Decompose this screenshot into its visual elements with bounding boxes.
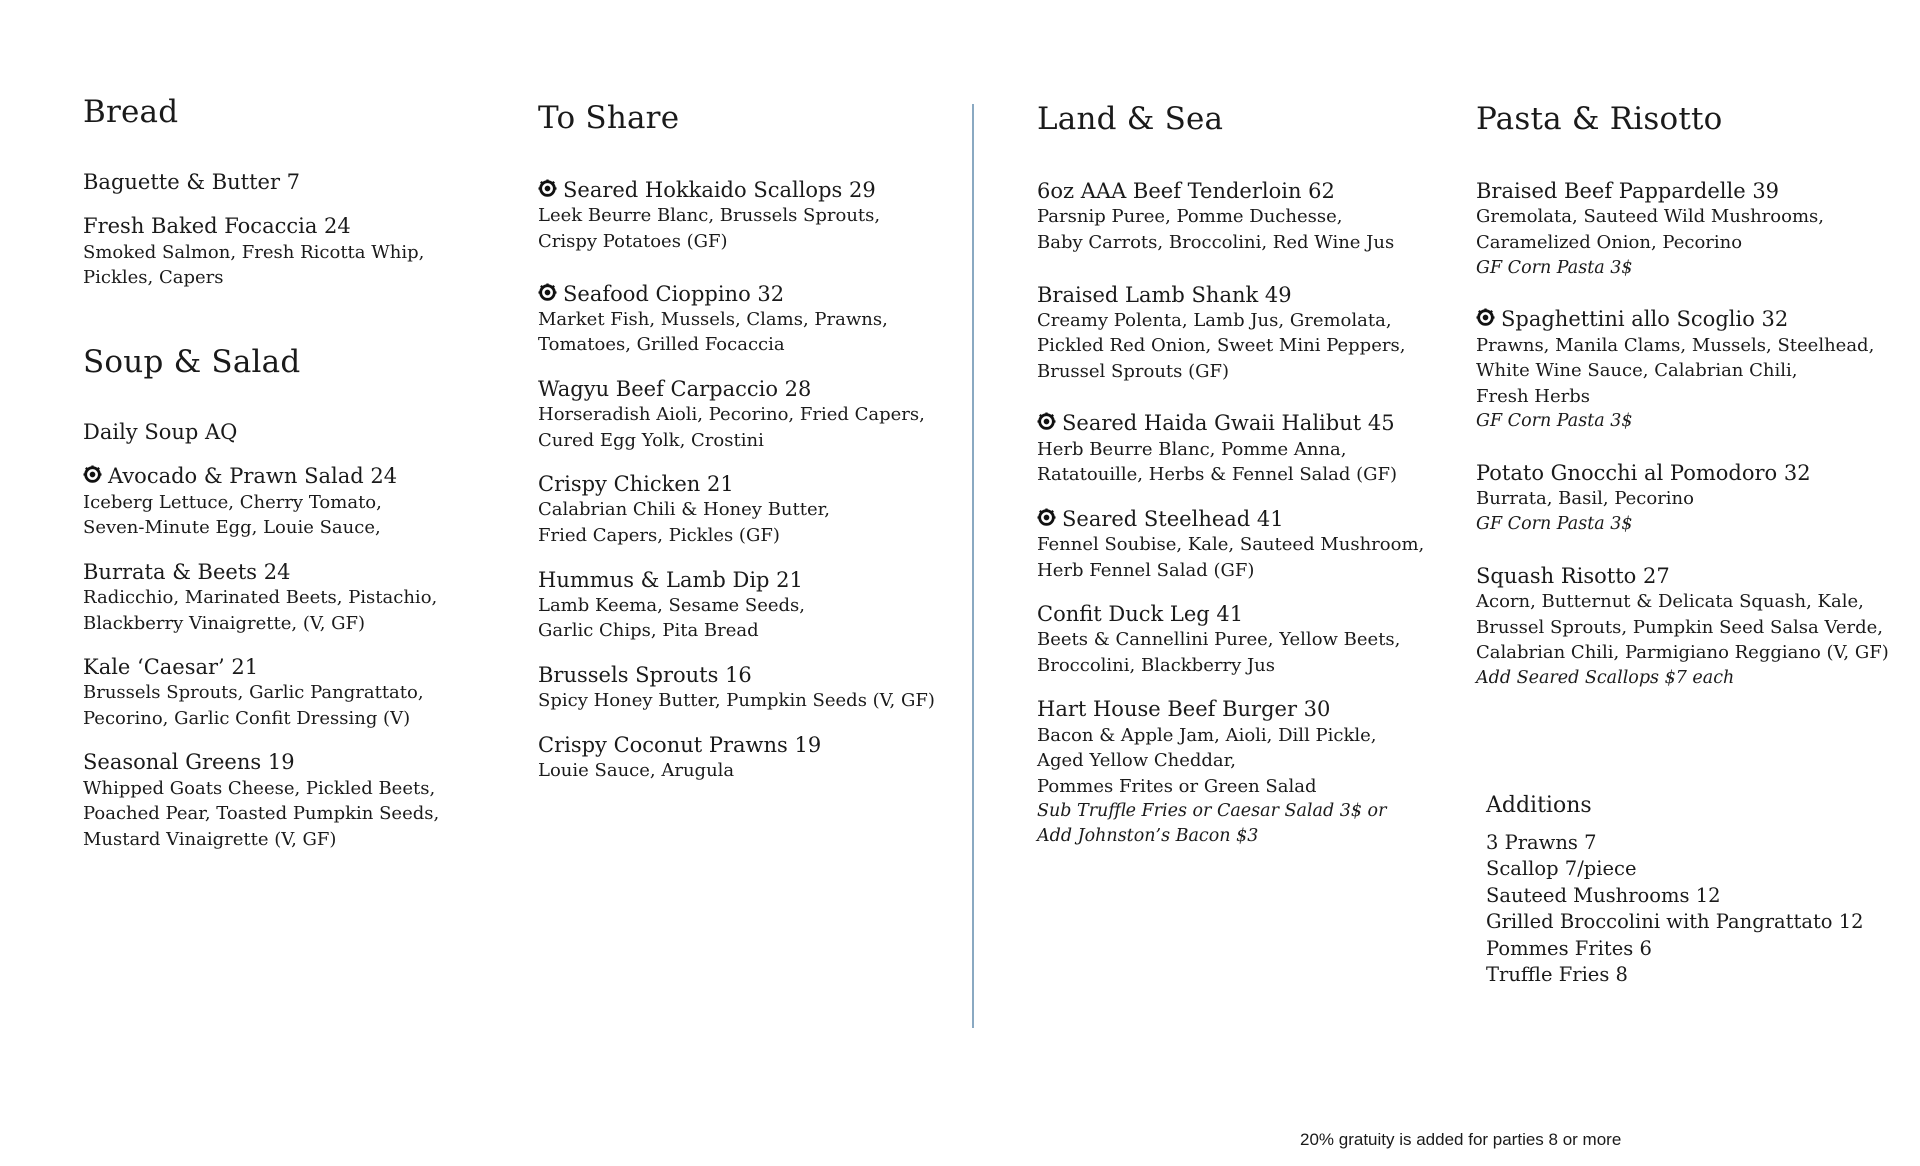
item-desc: Fennel Soubise, Kale, Sauteed Mushroom, — [1037, 534, 1425, 556]
menu-item — [83, 419, 503, 445]
menu-item — [1476, 563, 1906, 691]
menu-item — [83, 749, 503, 852]
sustainable-seafood-icon — [1037, 508, 1056, 527]
gratuity-note: 20% gratuity is added for parties 8 or more — [1300, 1130, 1622, 1149]
addition-line: Sauteed Mushrooms 12 — [1486, 883, 1721, 907]
item-name-row — [83, 463, 503, 489]
item-desc: Aged Yellow Cheddar, — [1037, 750, 1237, 772]
item-desc: Pickles, Capers — [83, 267, 224, 289]
menu-item — [83, 169, 483, 195]
item-name: Seafood Cioppino 32 — [563, 281, 785, 306]
item-desc: Burrata, Basil, Pecorino — [1476, 488, 1694, 510]
sustainable-seafood-icon — [1037, 412, 1056, 431]
item-desc: Spicy Honey Butter, Pumpkin Seeds (V, GF) — [538, 690, 935, 712]
additions-title: Additions — [1486, 793, 1592, 818]
item-desc: Radicchio, Marinated Beets, Pistachio, — [83, 587, 438, 609]
item-desc: Brussel Sprouts (GF) — [1037, 360, 1230, 382]
item-desc: Smoked Salmon, Fresh Ricotta Whip, — [83, 241, 425, 263]
item-name: Seared Steelhead 41 — [1062, 506, 1284, 531]
soup-salad-title: Soup & Salad — [83, 344, 301, 380]
additions-section — [1486, 792, 1906, 989]
item-desc: Gremolata, Sauteed Wild Mushrooms, — [1476, 206, 1824, 228]
item-desc: Iceberg Lettuce, Cherry Tomato, — [83, 491, 382, 513]
item-note: Add Seared Scallops $7 each — [1476, 667, 1735, 688]
addition-line: Truffle Fries 8 — [1486, 963, 1628, 987]
item-desc: Garlic Chips, Pita Bread — [538, 620, 759, 642]
item-desc: Calabrian Chili & Honey Butter, — [538, 499, 830, 521]
item-name: Hart House Beef Burger 30 — [1037, 697, 1331, 722]
item-name: Crispy Coconut Prawns 19 — [538, 732, 822, 757]
item-desc: Parsnip Puree, Pomme Duchesse, — [1037, 206, 1343, 228]
menu-item — [1476, 178, 1906, 280]
addition-line: 3 Prawns 7 — [1486, 830, 1597, 854]
item-desc: Bacon & Apple Jam, Aioli, Dill Pickle, — [1037, 724, 1377, 746]
item-desc: Ratatouille, Herbs & Fennel Salad (GF) — [1037, 464, 1398, 486]
item-name: Daily Soup AQ — [83, 420, 238, 445]
menu-item — [83, 213, 483, 290]
item-name: Hummus & Lamb Dip 21 — [538, 567, 803, 592]
item-desc: Brussel Sprouts, Pumpkin Seed Salsa Verde, — [1476, 616, 1883, 638]
menu-item — [1037, 506, 1457, 583]
addition-line: Grilled Broccolini with Pangrattato 12 — [1486, 910, 1864, 934]
addition-line: Pommes Frites 6 — [1486, 936, 1652, 960]
item-name: Braised Beef Pappardelle 39 — [1476, 179, 1780, 204]
menu-item — [538, 732, 958, 784]
item-desc: Baby Carrots, Broccolini, Red Wine Jus — [1037, 231, 1395, 253]
land-sea-title: Land & Sea — [1037, 101, 1224, 137]
item-name: Crispy Chicken 21 — [538, 472, 734, 497]
item-name-row — [538, 281, 958, 307]
item-desc: Blackberry Vinaigrette, (V, GF) — [83, 612, 366, 634]
sustainable-seafood-icon — [538, 283, 557, 302]
item-name: Kale ‘Caesar’ 21 — [83, 655, 259, 680]
item-desc: Whipped Goats Cheese, Pickled Beets, — [83, 777, 436, 799]
item-name-row — [1476, 306, 1906, 332]
item-name-row — [538, 177, 958, 203]
land-sea-section — [1037, 101, 1457, 849]
sustainable-seafood-icon — [83, 465, 102, 484]
bread-title: Bread — [83, 94, 179, 130]
item-desc: White Wine Sauce, Calabrian Chili, — [1476, 360, 1798, 382]
item-desc: Pommes Frites or Green Salad — [1037, 775, 1317, 797]
item-desc: Tomatoes, Grilled Focaccia — [538, 334, 785, 356]
sustainable-seafood-icon — [538, 179, 557, 198]
item-name: Squash Risotto 27 — [1476, 563, 1670, 588]
menu-item — [1476, 306, 1906, 434]
item-desc: Brussels Sprouts, Garlic Pangrattato, — [83, 682, 424, 704]
menu-item — [1476, 460, 1906, 537]
to-share-section — [538, 100, 958, 784]
soup-salad-section — [83, 344, 503, 852]
menu-item — [538, 662, 958, 714]
menu-item — [1037, 282, 1457, 385]
item-note: Sub Truffle Fries or Caesar Salad 3$ or — [1037, 801, 1387, 822]
item-name: Potato Gnocchi al Pomodoro 32 — [1476, 461, 1811, 486]
item-desc: Pickled Red Onion, Sweet Mini Peppers, — [1037, 335, 1406, 357]
item-desc: Crispy Potatoes (GF) — [538, 230, 728, 252]
item-name: Brussels Sprouts 16 — [538, 662, 752, 687]
item-name: Spaghettini allo Scoglio 32 — [1501, 307, 1789, 332]
to-share-title: To Share — [538, 100, 680, 136]
item-desc: Poached Pear, Toasted Pumpkin Seeds, — [83, 803, 440, 825]
item-desc: Pecorino, Garlic Confit Dressing (V) — [83, 707, 411, 729]
item-desc: Market Fish, Mussels, Clams, Prawns, — [538, 308, 888, 330]
item-name-row — [1037, 506, 1457, 532]
item-desc: Cured Egg Yolk, Crostini — [538, 429, 764, 451]
menu-item — [538, 177, 958, 254]
item-name: 6oz AAA Beef Tenderloin 62 — [1037, 179, 1335, 204]
item-desc: Herb Beurre Blanc, Pomme Anna, — [1037, 438, 1347, 460]
item-name-row — [1037, 410, 1457, 436]
item-name: Confit Duck Leg 41 — [1037, 602, 1244, 627]
item-desc: Fried Capers, Pickles (GF) — [538, 525, 780, 547]
item-desc: Louie Sauce, Arugula — [538, 759, 735, 781]
item-note: GF Corn Pasta 3$ — [1476, 513, 1633, 534]
bread-section — [83, 94, 483, 291]
item-name: Fresh Baked Focaccia 24 — [83, 214, 351, 239]
item-desc: Horseradish Aioli, Pecorino, Fried Capers, — [538, 404, 925, 426]
menu-item — [83, 654, 503, 731]
item-desc: Acorn, Butternut & Delicata Squash, Kale, — [1476, 591, 1864, 612]
item-note: GF Corn Pasta 3$ — [1476, 411, 1633, 432]
item-name: Seared Haida Gwaii Halibut 45 — [1062, 411, 1395, 436]
item-desc: Fresh Herbs — [1476, 385, 1591, 407]
menu-item — [538, 376, 958, 453]
menu-item — [83, 463, 503, 540]
addition-line: Scallop 7/piece — [1486, 857, 1637, 881]
item-desc: Leek Beurre Blanc, Brussels Sprouts, — [538, 205, 881, 227]
item-desc: Broccolini, Blackberry Jus — [1037, 654, 1275, 676]
item-desc: Calabrian Chili, Parmigiano Reggiano (V, GF) — [1476, 642, 1889, 664]
item-desc: Seven-Minute Egg, Louie Sauce, — [83, 517, 381, 539]
menu-item — [1037, 178, 1457, 255]
menu-item — [83, 559, 503, 636]
menu-item — [538, 567, 958, 644]
item-note: Add Johnston’s Bacon $3 — [1037, 826, 1259, 847]
item-desc: Mustard Vinaigrette (V, GF) — [83, 828, 337, 850]
item-name: Avocado & Prawn Salad 24 — [108, 464, 398, 489]
item-desc: Beets & Cannellini Puree, Yellow Beets, — [1037, 629, 1401, 651]
sustainable-seafood-icon — [1476, 308, 1495, 327]
item-desc: Lamb Keema, Sesame Seeds, — [538, 594, 806, 616]
item-name: Wagyu Beef Carpaccio 28 — [538, 376, 812, 401]
pasta-risotto-title: Pasta & Risotto — [1476, 101, 1723, 137]
item-desc: Caramelized Onion, Pecorino — [1476, 231, 1743, 253]
item-name: Burrata & Beets 24 — [83, 559, 291, 584]
menu-item — [1037, 410, 1457, 487]
item-name: Seasonal Greens 19 — [83, 750, 295, 775]
item-name: Braised Lamb Shank 49 — [1037, 282, 1292, 307]
item-desc: Creamy Polenta, Lamb Jus, Gremolata, — [1037, 309, 1392, 331]
menu-item — [538, 471, 958, 548]
item-desc: Herb Fennel Salad (GF) — [1037, 559, 1255, 581]
menu-item — [1037, 696, 1457, 849]
column-divider — [972, 104, 974, 1028]
menu-item — [1037, 601, 1457, 678]
item-name: Seared Hokkaido Scallops 29 — [563, 178, 876, 203]
pasta-risotto-section — [1476, 101, 1906, 690]
item-desc: Prawns, Manila Clams, Mussels, Steelhead, — [1476, 334, 1875, 356]
menu-item — [538, 281, 958, 358]
item-name: Baguette & Butter 7 — [83, 170, 301, 195]
item-note: GF Corn Pasta 3$ — [1476, 257, 1633, 278]
